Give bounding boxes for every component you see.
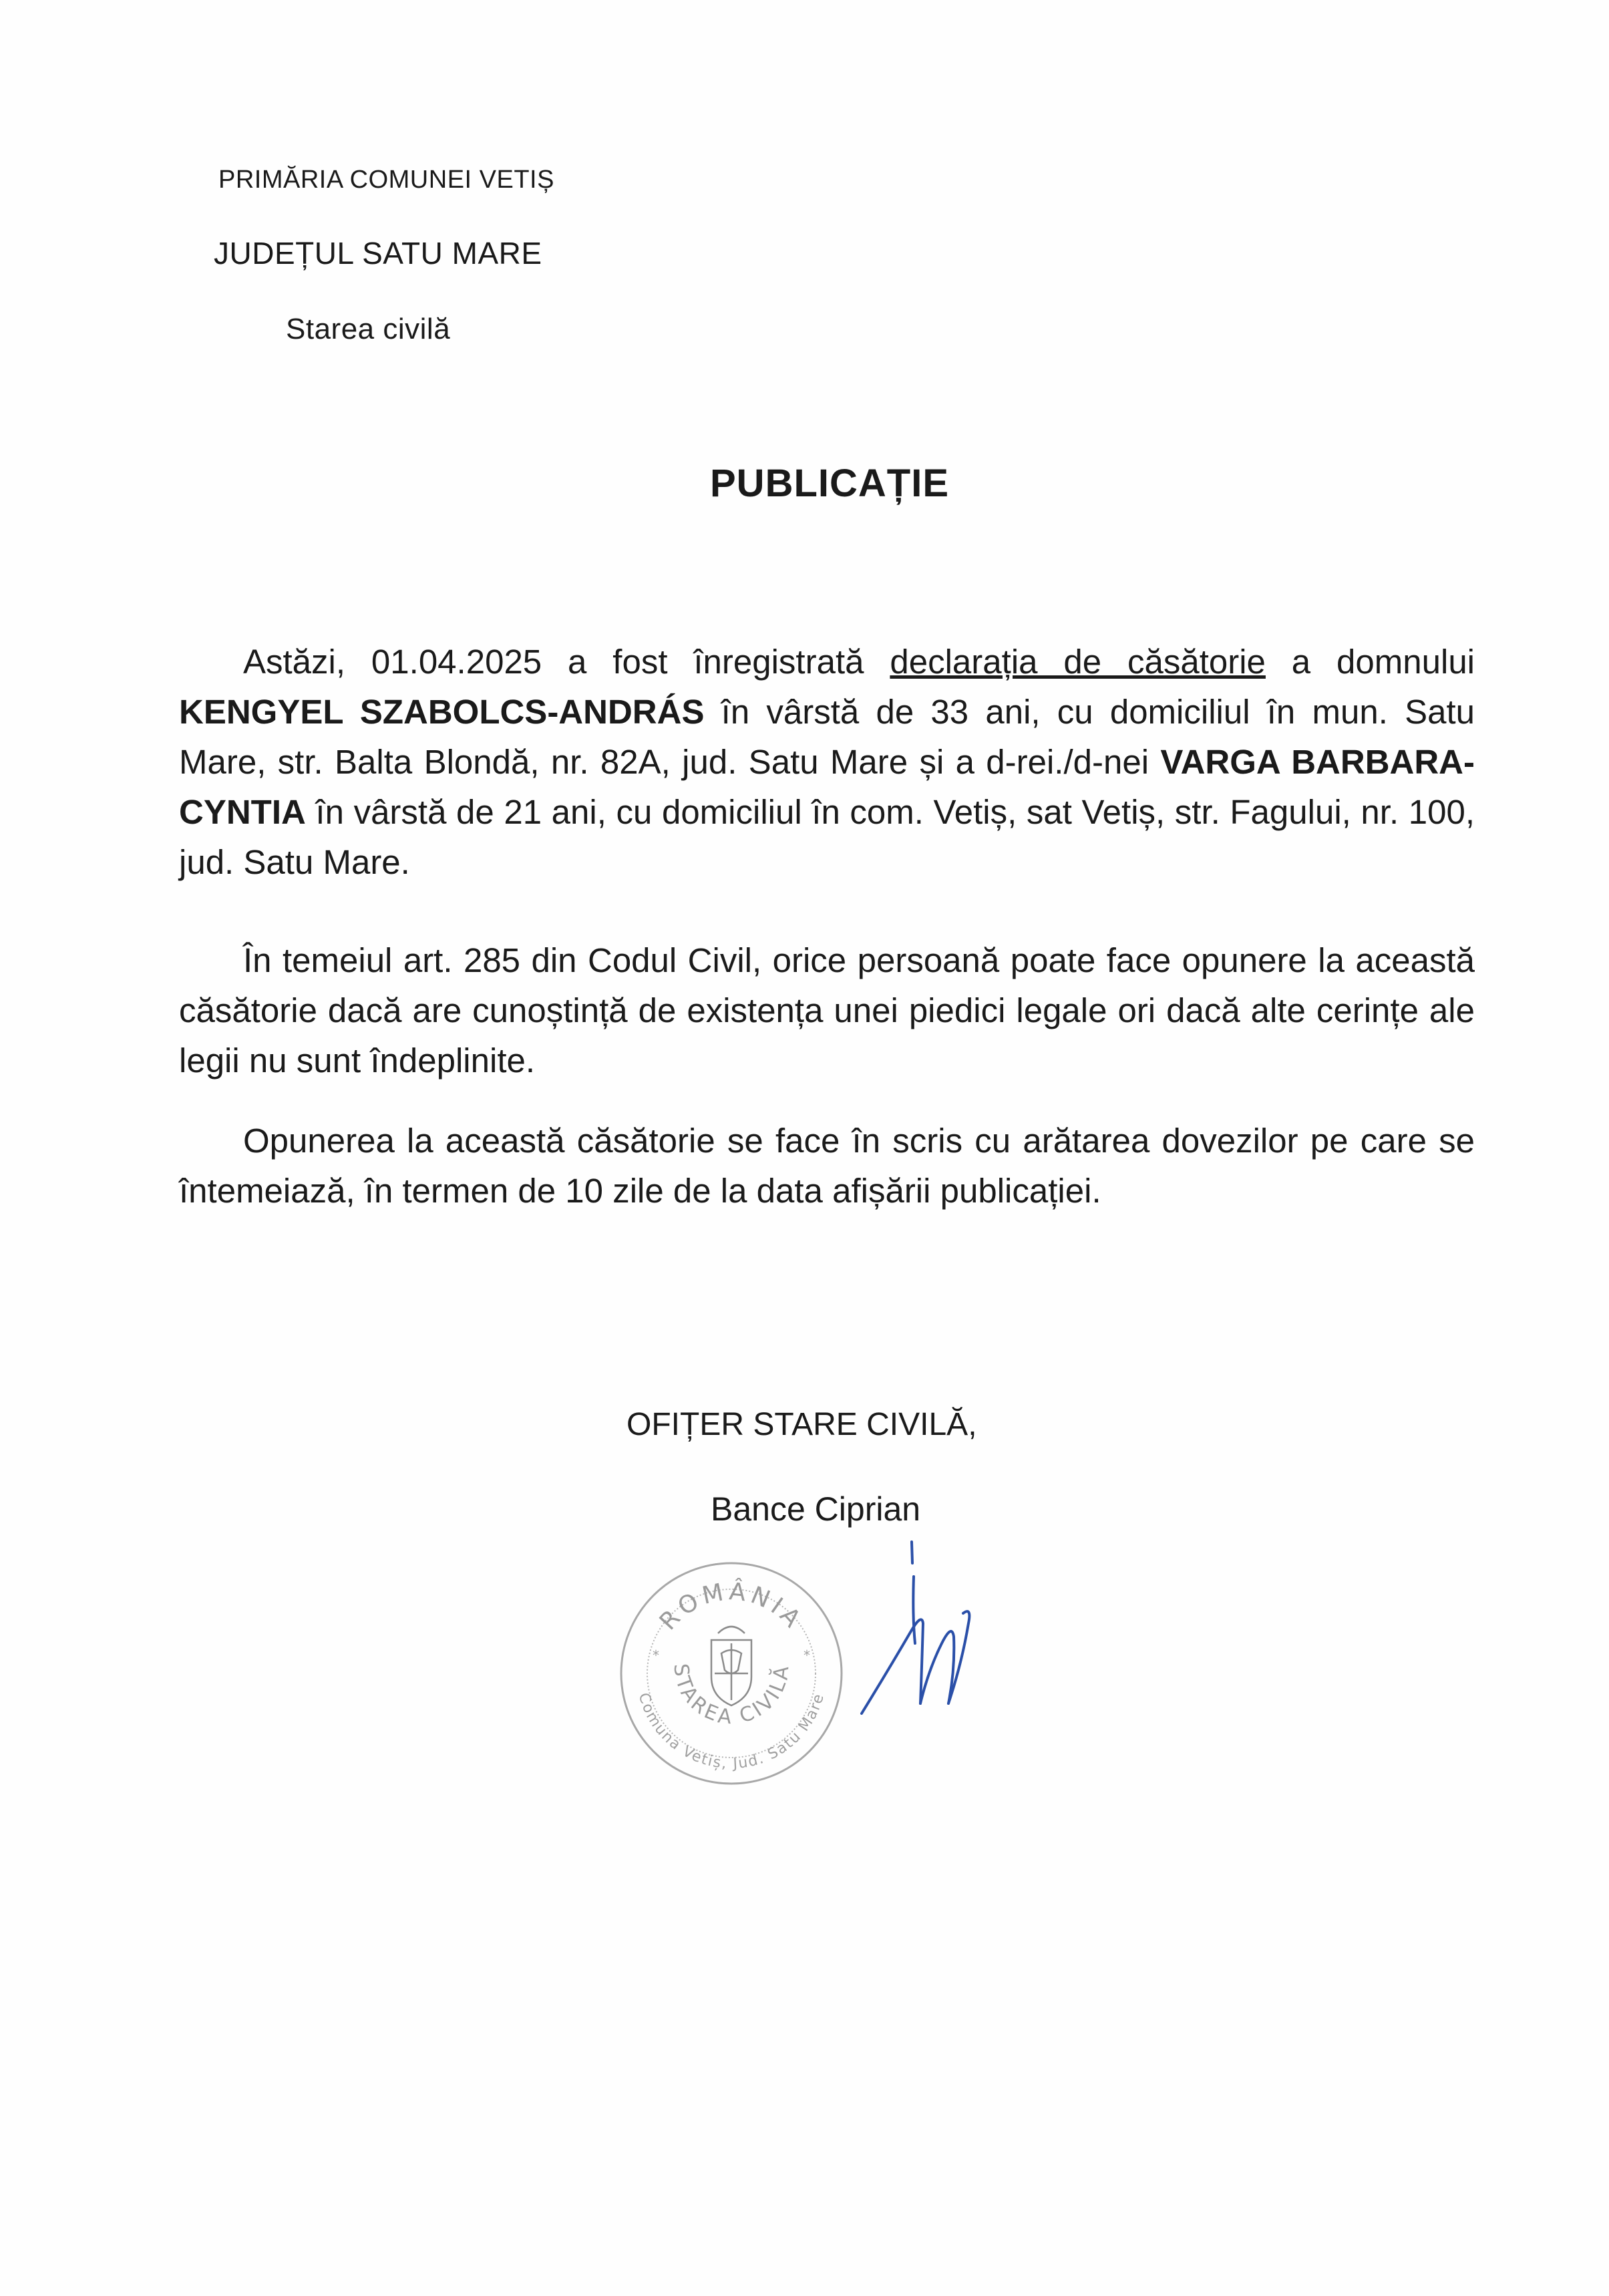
paragraph-opposition [179, 1116, 1475, 1216]
county-header: JUDEȚUL SATU MARE [214, 236, 542, 271]
legal-basis-text: În temeiul art. 285 din Codul Civil, orice persoană poate face opunere la această căsătorie dacă are cunoștință de existența unei piedici legale ori dacă alte cerințe ale legii nu sunt îndeplinite. [179, 941, 1475, 1080]
coat-of-arms-icon [711, 1627, 751, 1705]
after-declaration-text: a domnului [1265, 643, 1475, 681]
svg-text:*: * [803, 1647, 810, 1663]
stamp-middle-text: STAREA CIVILĂ [669, 1662, 794, 1730]
paragraph-legal-basis [179, 935, 1475, 1086]
groom-name: KENGYEL SZABOLCS-ANDRÁS [179, 693, 705, 731]
stamp-top-text: ROMÂNIA [654, 1578, 809, 1636]
officer-role: OFIȚER STARE CIVILĂ, [627, 1407, 977, 1442]
institution-header: PRIMĂRIA COMUNEI VETIȘ [218, 166, 554, 194]
intro-text: Astăzi, 01.04.2025 a fost înregistrată [243, 643, 890, 681]
paragraph-declaration [179, 637, 1475, 887]
stamp-bottom-text: Comuna Vetiș, Jud. Satu Mare [635, 1691, 828, 1772]
officer-name: Bance Ciprian [711, 1490, 921, 1528]
department-header: Starea civilă [286, 313, 451, 345]
svg-text:*: * [653, 1647, 659, 1663]
declaration-link-text: declarația de căsătorie [890, 643, 1266, 681]
document-title: PUBLICAȚIE [710, 462, 949, 505]
official-stamp [611, 1553, 852, 1794]
bride-name: VARGA BARBARA-CYNTIA [179, 743, 1475, 831]
handwritten-signature [848, 1536, 1009, 1737]
groom-details: în vârstă de 33 ani, cu domiciliul în mun. Satu Mare, str. Balta Blondă, nr. 82A, jud. Satu Mare și a d-rei./d-nei [179, 693, 1475, 781]
opposition-text: Opunerea la această căsătorie se face în scris cu arătarea dovezilor pe care se întemeiază, în termen de 10 zile de la data afișării publicației. [179, 1122, 1475, 1210]
bride-details: în vârstă de 21 ani, cu domiciliul în com. Vetiș, sat Vetiș, str. Fagului, nr. 100, jud. Satu Mare. [179, 793, 1475, 881]
